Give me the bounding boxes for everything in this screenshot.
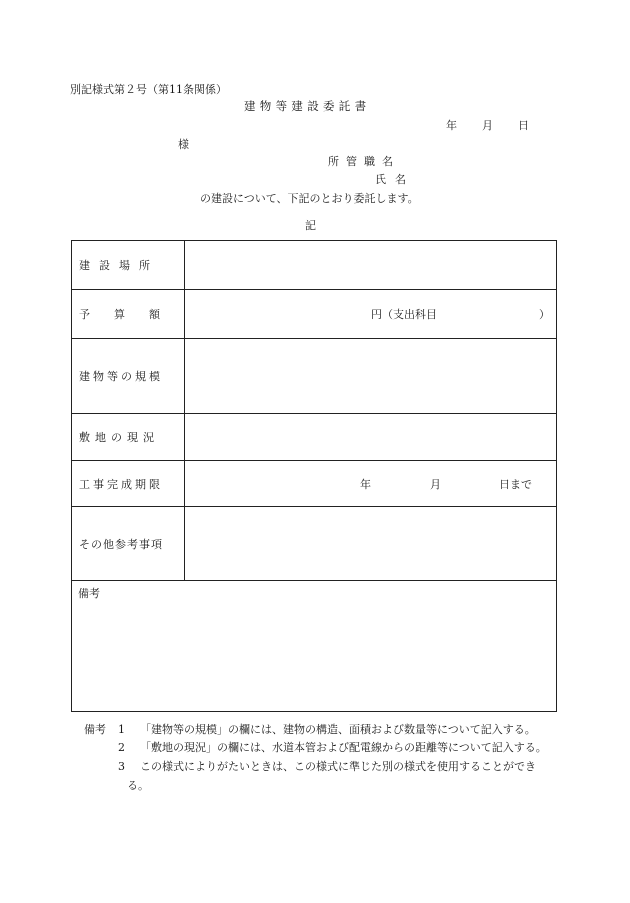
officer-title-label: 所管職名 — [328, 155, 400, 168]
row-budget — [72, 290, 557, 339]
budget-label: 予算額 — [79, 308, 184, 321]
row-completion-deadline — [72, 461, 557, 507]
deadline-year-label: 年 — [360, 477, 371, 491]
construction-location-field[interactable] — [185, 241, 557, 290]
label-cell — [72, 339, 185, 414]
row-other-reference — [72, 507, 557, 581]
note-item-continuation: る。 — [127, 779, 149, 792]
commission-details-table — [71, 240, 557, 712]
note-item: 2 「敷地の現況」の欄には、水道本管および配電線からの距離等について記入する。 — [118, 741, 547, 754]
remarks-label: 備考 — [78, 587, 100, 600]
row-site-condition — [72, 414, 557, 461]
officer-name-label: 氏名 — [375, 173, 415, 186]
site-condition-label: 敷地の現況 — [79, 431, 159, 444]
form-number-label: 別記様式第２号（第11条関係） — [70, 83, 227, 96]
label-cell — [72, 241, 185, 290]
completion-deadline-field[interactable] — [185, 461, 557, 507]
label-cell — [72, 507, 185, 581]
building-scale-field[interactable] — [185, 339, 557, 414]
budget-field[interactable] — [185, 290, 557, 339]
date-day-label: 日 — [518, 119, 529, 132]
budget-yen-expenditure-text: 円（支出科目 — [371, 308, 437, 321]
label-cell — [72, 414, 185, 461]
construction-location-label: 建設場所 — [79, 259, 159, 272]
row-building-scale — [72, 339, 557, 414]
notes-heading: 備考 — [84, 723, 106, 736]
ki-heading: 記 — [305, 219, 316, 232]
row-remarks — [72, 581, 557, 712]
note-item: 3 この様式によりがたいときは、この様式に準じた別の様式を使用することができ — [118, 760, 536, 773]
deadline-month-label: 月 — [430, 477, 441, 491]
date-year-label: 年 — [446, 119, 457, 132]
site-condition-field[interactable] — [185, 414, 557, 461]
note-item: 1 「建物等の規模」の欄には、建物の構造、面積および数量等について記入する。 — [118, 723, 536, 736]
addressee-suffix: 様 — [178, 138, 189, 151]
completion-deadline-label: 工事完成期限 — [79, 477, 163, 491]
row-construction-location — [72, 241, 557, 290]
remarks-field[interactable] — [72, 581, 557, 712]
request-statement: の建設について、下記のとおり委託します。 — [200, 192, 419, 205]
date-month-label: 月 — [482, 119, 493, 132]
other-reference-field[interactable] — [185, 507, 557, 581]
other-reference-label: その他参考事項 — [79, 537, 163, 551]
building-scale-label: 建物等の規模 — [79, 370, 163, 383]
document-title: 建物等建設委託書 — [244, 99, 371, 113]
label-cell — [72, 290, 185, 339]
label-cell — [72, 461, 185, 507]
budget-close-paren: ） — [539, 308, 550, 321]
deadline-day-label: 日まで — [499, 477, 532, 491]
